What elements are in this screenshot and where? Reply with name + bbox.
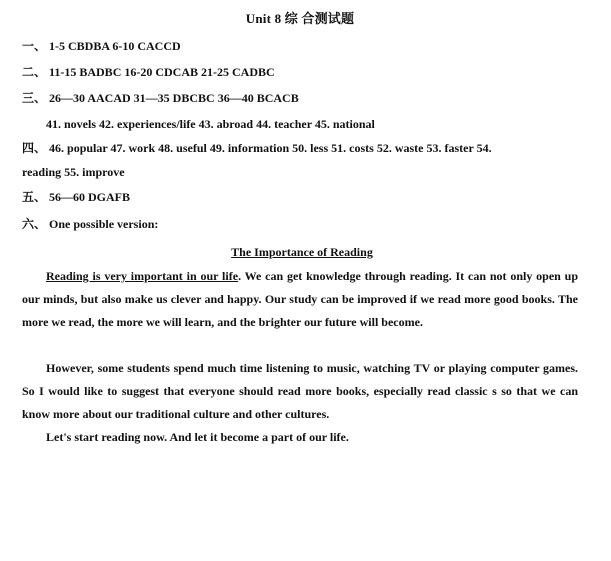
- essay-paragraph-2: However, some students spend much time listening to music, watching TV or playing computer games. So I would like to suggest that everyone should read more books, especially read classic s so that we can know more about our traditional culture and other cultures.: [22, 361, 578, 421]
- answer-line-2: [22, 64, 582, 80]
- answer-text: 56—60 DGAFB: [49, 190, 131, 204]
- answer-line-3: [22, 90, 582, 106]
- answer-text: One possible version:: [49, 217, 159, 231]
- section-marker: 三、: [22, 91, 47, 105]
- section-marker: 四、: [22, 141, 47, 155]
- essay-paragraph-1: [22, 265, 578, 334]
- answer-text: reading 55. improve: [22, 165, 125, 179]
- essay-title: The Importance of Reading: [231, 245, 373, 259]
- answer-line-5: [22, 140, 582, 156]
- answer-line-1: [22, 38, 582, 54]
- answer-text: 11-15 BADBC 16-20 CDCAB 21-25 CADBC: [49, 65, 275, 79]
- answer-text: 46. popular 47. work 48. useful 49. information 50. less 51. costs 52. waste 53. faster 54.: [49, 141, 492, 155]
- page-title: Unit 8 综 合测试题: [245, 11, 355, 26]
- answer-line-6: [22, 164, 582, 180]
- section-marker: 一、: [22, 39, 47, 53]
- answer-line-7: [22, 189, 582, 205]
- essay-topic-sentence: Reading is very important in our life: [46, 269, 239, 283]
- answer-text: 1-5 CBDBA 6-10 CACCD: [49, 39, 181, 53]
- section-marker: 二、: [22, 65, 47, 79]
- essay-paragraph-1-rest: . We can get knowledge through reading. It can not only open up our minds, but also make us clever and happy. Our study can be improved if we read more good books. The more we read, the more we will learn, and the brighter our future will become.: [22, 269, 579, 329]
- answer-text: 26—30 AACAD 31—35 DBCBC 36—40 BCACB: [49, 91, 299, 105]
- answer-text: 41. novels 42. experiences/life 43. abroad 44. teacher 45. national: [46, 117, 375, 131]
- essay-paragraph-3: Let's start reading now. And let it become a part of our life.: [46, 430, 349, 444]
- answer-line-8: [22, 216, 582, 232]
- answer-line-4: [46, 116, 606, 132]
- section-marker: 六、: [22, 217, 47, 231]
- section-marker: 五、: [22, 190, 47, 204]
